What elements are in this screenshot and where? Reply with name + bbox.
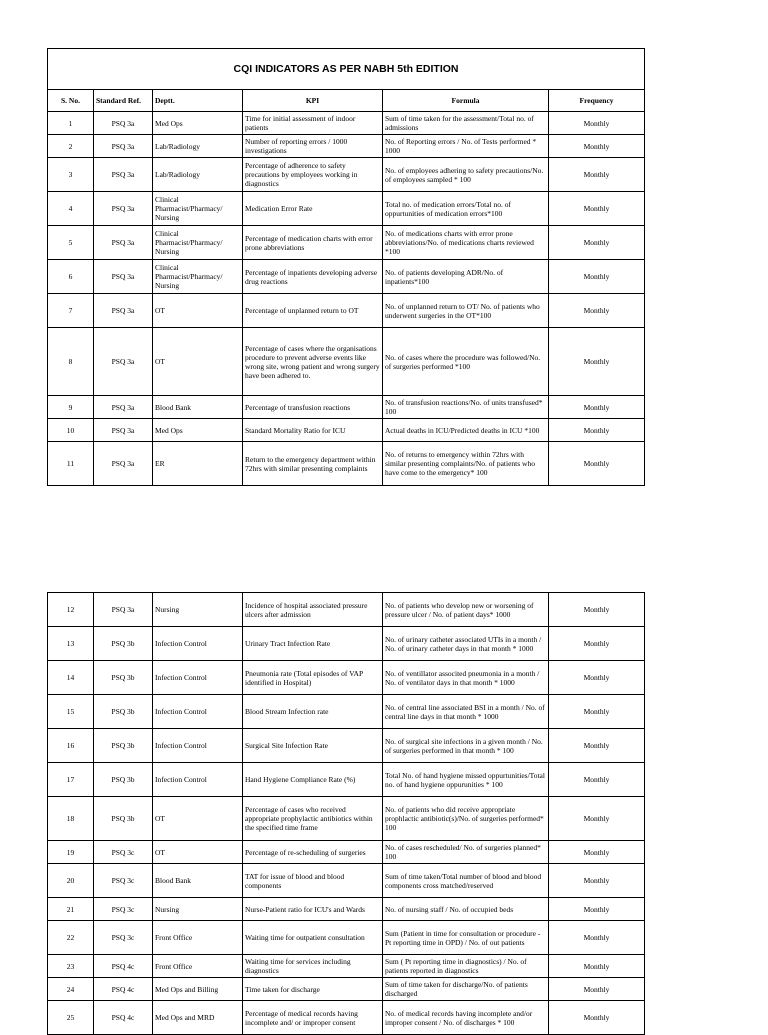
frequency-cell: Monthly xyxy=(549,627,645,661)
kpi-cell: Waiting time for services including diagnostics xyxy=(243,955,383,978)
serial-number-cell: 12 xyxy=(48,593,94,627)
kpi-cell: TAT for issue of blood and blood components xyxy=(243,864,383,898)
standard-ref-cell: PSQ 3a xyxy=(94,135,153,158)
serial-number-cell: 20 xyxy=(48,864,94,898)
formula-cell: No. of patients who did receive appropriate prophlactic antibiotic(s)/No. of surgeries performed* 100 xyxy=(383,797,549,841)
frequency-cell: Monthly xyxy=(549,898,645,921)
header-kpi: KPI xyxy=(243,90,383,112)
header-sno: S. No. xyxy=(48,90,94,112)
standard-ref-cell: PSQ 3b xyxy=(94,797,153,841)
table-row xyxy=(48,978,645,1001)
serial-number-cell: 19 xyxy=(48,841,94,864)
formula-cell: No. of nursing staff / No. of occupied beds xyxy=(383,898,549,921)
serial-number-cell: 5 xyxy=(48,226,94,260)
department-cell: Blood Bank xyxy=(153,864,243,898)
table-row xyxy=(48,442,645,486)
table-row xyxy=(48,661,645,695)
kpi-cell: Percentage of unplanned return to OT xyxy=(243,294,383,328)
department-cell: Blood Bank xyxy=(153,396,243,419)
serial-number-cell: 4 xyxy=(48,192,94,226)
standard-ref-cell: PSQ 3a xyxy=(94,442,153,486)
standard-ref-cell: PSQ 3a xyxy=(94,158,153,192)
standard-ref-cell: PSQ 3c xyxy=(94,864,153,898)
department-cell: OT xyxy=(153,294,243,328)
standard-ref-cell: PSQ 3a xyxy=(94,396,153,419)
department-cell: Med Ops xyxy=(153,419,243,442)
frequency-cell: Monthly xyxy=(549,135,645,158)
table-row xyxy=(48,841,645,864)
formula-cell: No. of Reporting errors / No. of Tests performed * 1000 xyxy=(383,135,549,158)
serial-number-cell: 17 xyxy=(48,763,94,797)
formula-cell: No. of employees adhering to safety precautions/No. of employees sampled * 100 xyxy=(383,158,549,192)
formula-cell: No. of patients developing ADR/No. of inpatients*100 xyxy=(383,260,549,294)
table-row xyxy=(48,112,645,135)
formula-cell: Sum of time taken for discharge/No. of patients discharged xyxy=(383,978,549,1001)
department-cell: Clinical Pharmacist/Pharmacy/ Nursing xyxy=(153,192,243,226)
serial-number-cell: 1 xyxy=(48,112,94,135)
serial-number-cell: 2 xyxy=(48,135,94,158)
standard-ref-cell: PSQ 3c xyxy=(94,841,153,864)
serial-number-cell: 14 xyxy=(48,661,94,695)
table-row xyxy=(48,419,645,442)
frequency-cell: Monthly xyxy=(549,158,645,192)
table-row xyxy=(48,260,645,294)
formula-cell: No. of medical records having incomplete and/or improper consent / No. of discharges * 100 xyxy=(383,1001,549,1035)
table-row xyxy=(48,729,645,763)
kpi-cell: Percentage of cases where the organisations procedure to prevent adverse events like wrong site, wrong patient and wrong surgery have been adhered to. xyxy=(243,328,383,396)
serial-number-cell: 25 xyxy=(48,1001,94,1035)
kpi-cell: Nurse-Patient ratio for ICU's and Wards xyxy=(243,898,383,921)
frequency-cell: Monthly xyxy=(549,396,645,419)
frequency-cell: Monthly xyxy=(549,661,645,695)
department-cell: Med Ops and Billing xyxy=(153,978,243,1001)
header-deptt: Deptt. xyxy=(153,90,243,112)
kpi-cell: Percentage of cases who received appropriate prophylactic antibiotics within the specified time frame xyxy=(243,797,383,841)
header-row xyxy=(48,90,645,112)
table-row xyxy=(48,593,645,627)
kpi-cell: Blood Stream Infection rate xyxy=(243,695,383,729)
document-title: CQI INDICATORS AS PER NABH 5th EDITION xyxy=(48,49,645,90)
table-row xyxy=(48,135,645,158)
standard-ref-cell: PSQ 4c xyxy=(94,1001,153,1035)
serial-number-cell: 6 xyxy=(48,260,94,294)
table-row xyxy=(48,921,645,955)
department-cell: ER xyxy=(153,442,243,486)
serial-number-cell: 7 xyxy=(48,294,94,328)
formula-cell: No. of surgical site infections in a given month / No. of surgeries performed in that month * 100 xyxy=(383,729,549,763)
frequency-cell: Monthly xyxy=(549,419,645,442)
standard-ref-cell: PSQ 4c xyxy=(94,955,153,978)
table-row xyxy=(48,864,645,898)
kpi-cell: Incidence of hospital associated pressure ulcers after admission xyxy=(243,593,383,627)
serial-number-cell: 15 xyxy=(48,695,94,729)
department-cell: Infection Control xyxy=(153,661,243,695)
table-row xyxy=(48,226,645,260)
kpi-cell: Percentage of medication charts with error prone abbreviations xyxy=(243,226,383,260)
department-cell: Clinical Pharmacist/Pharmacy/ Nursing xyxy=(153,260,243,294)
department-cell: Clinical Pharmacist/Pharmacy/ Nursing xyxy=(153,226,243,260)
frequency-cell: Monthly xyxy=(549,955,645,978)
frequency-cell: Monthly xyxy=(549,442,645,486)
table-row xyxy=(48,955,645,978)
kpi-cell: Percentage of inpatients developing adverse drug reactions xyxy=(243,260,383,294)
formula-cell: No. of ventillator associted pneumonia in a month / No. of ventilator days in that month * 1000 xyxy=(383,661,549,695)
table-row xyxy=(48,294,645,328)
table-row xyxy=(48,328,645,396)
serial-number-cell: 9 xyxy=(48,396,94,419)
kpi-cell: Waiting time for outpatient consultation xyxy=(243,921,383,955)
department-cell: Infection Control xyxy=(153,729,243,763)
frequency-cell: Monthly xyxy=(549,864,645,898)
standard-ref-cell: PSQ 3a xyxy=(94,226,153,260)
table-row xyxy=(48,695,645,729)
department-cell: Med Ops and MRD xyxy=(153,1001,243,1035)
department-cell: Infection Control xyxy=(153,695,243,729)
cqi-table-part-1 xyxy=(47,48,645,486)
kpi-cell: Urinary Tract Infection Rate xyxy=(243,627,383,661)
frequency-cell: Monthly xyxy=(549,294,645,328)
kpi-cell: Time taken for discharge xyxy=(243,978,383,1001)
kpi-cell: Percentage of re-scheduling of surgeries xyxy=(243,841,383,864)
department-cell: Lab/Radiology xyxy=(153,158,243,192)
standard-ref-cell: PSQ 3b xyxy=(94,661,153,695)
table-row xyxy=(48,396,645,419)
formula-cell: Sum (Patient in time for consultation or procedure - Pt reporting time in OPD) / No. of out patients xyxy=(383,921,549,955)
department-cell: Lab/Radiology xyxy=(153,135,243,158)
kpi-cell: Percentage of adherence to safety precautions by employees working in diagnostics xyxy=(243,158,383,192)
frequency-cell: Monthly xyxy=(549,729,645,763)
serial-number-cell: 21 xyxy=(48,898,94,921)
department-cell: OT xyxy=(153,328,243,396)
department-cell: Front Office xyxy=(153,921,243,955)
serial-number-cell: 16 xyxy=(48,729,94,763)
standard-ref-cell: PSQ 4c xyxy=(94,978,153,1001)
frequency-cell: Monthly xyxy=(549,192,645,226)
department-cell: Front Office xyxy=(153,955,243,978)
kpi-cell: Standard Mortality Ratio for ICU xyxy=(243,419,383,442)
standard-ref-cell: PSQ 3c xyxy=(94,898,153,921)
kpi-cell: Return to the emergency department within 72hrs with similar presenting complaints xyxy=(243,442,383,486)
header-standard-ref: Standard Ref. xyxy=(94,90,153,112)
frequency-cell: Monthly xyxy=(549,797,645,841)
serial-number-cell: 3 xyxy=(48,158,94,192)
formula-cell: Sum of time taken for the assessment/Total no. of admissions xyxy=(383,112,549,135)
formula-cell: No. of urinary catheter associated UTIs in a month / No. of urinary catheter days in that month * 1000 xyxy=(383,627,549,661)
serial-number-cell: 23 xyxy=(48,955,94,978)
formula-cell: Sum ( Pt reporting time in diagnostics) / No. of patients reported in diagnostics xyxy=(383,955,549,978)
formula-cell: Actual deaths in ICU/Predicted deaths in ICU *100 xyxy=(383,419,549,442)
frequency-cell: Monthly xyxy=(549,593,645,627)
serial-number-cell: 24 xyxy=(48,978,94,1001)
formula-cell: No. of medications charts with error prone abbreviations/No. of medications charts reviewed *100 xyxy=(383,226,549,260)
kpi-cell: Surgical Site Infection Rate xyxy=(243,729,383,763)
table-row xyxy=(48,158,645,192)
standard-ref-cell: PSQ 3a xyxy=(94,419,153,442)
frequency-cell: Monthly xyxy=(549,921,645,955)
standard-ref-cell: PSQ 3a xyxy=(94,260,153,294)
standard-ref-cell: PSQ 3a xyxy=(94,328,153,396)
department-cell: Nursing xyxy=(153,898,243,921)
standard-ref-cell: PSQ 3b xyxy=(94,763,153,797)
department-cell: OT xyxy=(153,797,243,841)
kpi-cell: Time for initial assessment of indoor patients xyxy=(243,112,383,135)
formula-cell: No. of returns to emergency within 72hrs with similar presenting complaints/No. of patients who have come to the emergency* 100 xyxy=(383,442,549,486)
frequency-cell: Monthly xyxy=(549,763,645,797)
standard-ref-cell: PSQ 3a xyxy=(94,593,153,627)
kpi-cell: Medication Error Rate xyxy=(243,192,383,226)
formula-cell: No. of patients who develop new or worsening of pressure ulcer / No. of patient days* 1000 xyxy=(383,593,549,627)
frequency-cell: Monthly xyxy=(549,1001,645,1035)
cqi-table-part-2 xyxy=(47,592,645,1035)
serial-number-cell: 22 xyxy=(48,921,94,955)
department-cell: OT xyxy=(153,841,243,864)
formula-cell: Total No. of hand hygiene missed oppurtunities/Total no. of hand hygiene oppurunities * 100 xyxy=(383,763,549,797)
department-cell: Nursing xyxy=(153,593,243,627)
formula-cell: No. of central line associated BSI in a month / No. of central line days in that month * 1000 xyxy=(383,695,549,729)
frequency-cell: Monthly xyxy=(549,328,645,396)
frequency-cell: Monthly xyxy=(549,112,645,135)
header-frequency: Frequency xyxy=(549,90,645,112)
standard-ref-cell: PSQ 3a xyxy=(94,294,153,328)
serial-number-cell: 13 xyxy=(48,627,94,661)
serial-number-cell: 8 xyxy=(48,328,94,396)
frequency-cell: Monthly xyxy=(549,226,645,260)
kpi-cell: Hand Hygiene Compliance Rate (%) xyxy=(243,763,383,797)
formula-cell: No. of cases where the procedure was followed/No. of surgeries performed *100 xyxy=(383,328,549,396)
frequency-cell: Monthly xyxy=(549,841,645,864)
formula-cell: No. of unplanned return to OT/ No. of patients who underwent surgeries in the OT*100 xyxy=(383,294,549,328)
serial-number-cell: 10 xyxy=(48,419,94,442)
kpi-cell: Percentage of transfusion reactions xyxy=(243,396,383,419)
frequency-cell: Monthly xyxy=(549,978,645,1001)
formula-cell: Total no. of medication errors/Total no. of oppurtunities of medication errors*100 xyxy=(383,192,549,226)
serial-number-cell: 18 xyxy=(48,797,94,841)
table-row xyxy=(48,627,645,661)
formula-cell: No. of transfusion reactions/No. of units transfused* 100 xyxy=(383,396,549,419)
standard-ref-cell: PSQ 3a xyxy=(94,112,153,135)
frequency-cell: Monthly xyxy=(549,695,645,729)
kpi-cell: Number of reporting errors / 1000 investigations xyxy=(243,135,383,158)
standard-ref-cell: PSQ 3b xyxy=(94,695,153,729)
serial-number-cell: 11 xyxy=(48,442,94,486)
standard-ref-cell: PSQ 3c xyxy=(94,921,153,955)
kpi-cell: Percentage of medical records having incomplete and/ or improper consent xyxy=(243,1001,383,1035)
table-row xyxy=(48,763,645,797)
table-row xyxy=(48,1001,645,1035)
standard-ref-cell: PSQ 3b xyxy=(94,627,153,661)
table-row xyxy=(48,192,645,226)
formula-cell: Sum of time taken/Total number of blood and blood components cross matched/reserved xyxy=(383,864,549,898)
formula-cell: No. of cases rescheduled/ No. of surgeries planned* 100 xyxy=(383,841,549,864)
table-row xyxy=(48,898,645,921)
department-cell: Infection Control xyxy=(153,763,243,797)
department-cell: Infection Control xyxy=(153,627,243,661)
standard-ref-cell: PSQ 3b xyxy=(94,729,153,763)
standard-ref-cell: PSQ 3a xyxy=(94,192,153,226)
department-cell: Med Ops xyxy=(153,112,243,135)
frequency-cell: Monthly xyxy=(549,260,645,294)
table-row xyxy=(48,797,645,841)
kpi-cell: Pneumonia rate (Total episodes of VAP identified in Hospital) xyxy=(243,661,383,695)
header-formula: Formula xyxy=(383,90,549,112)
